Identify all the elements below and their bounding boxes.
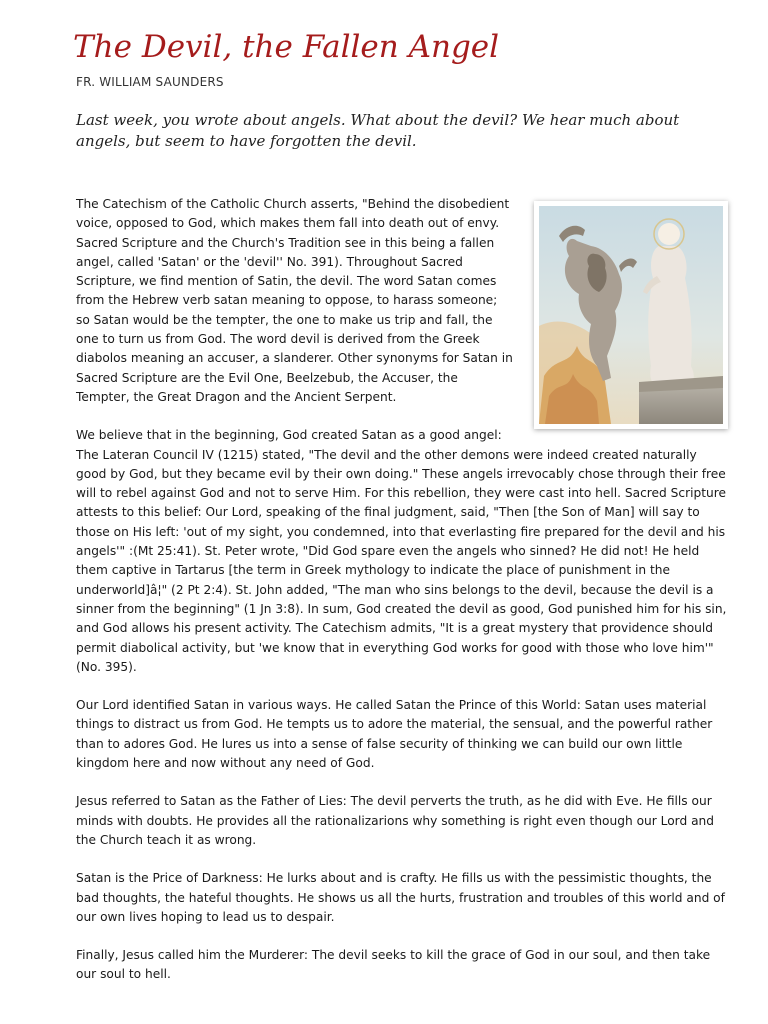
article-title: The Devil, the Fallen Angel (73, 29, 500, 65)
painting-fallen-angel-illustration (539, 206, 723, 424)
article-paragraph: We believe that in the beginning, God created Satan as a good angel: The Lateran Council IV (1215) stated, "The devil and the other demons were indeed created naturally good by God, but they became evil by their own doing." These angels irrevocably chose through their free will to rebel against God and not to serve Him. For this rebellion, they were cast into hell. Sacred Scripture attests to this belief: Our Lord, speaking of the final judgment, said, "Then [the Son of Man] will say to those on His left: 'out of my sight, you condemned, into that everlasting fire prepared for the devil and his angels'" :(Mt 25:41). St. Peter wrote, "Did God spare even the angels who sinned? He did not! He held them captive in Tartarus [the term in Greek mythology to indicate the place of punishment in the underworld]â¦" (2 Pt 2:4). St. John added, "The man who sins belongs to the devil, because the devil is a sinner from the beginning" (1 Jn 3:8). In sum, God created the devil as good, God punished him for his sin, and God allows his present activity. The Catechism admits, "It is a great mystery that providence should permit diabolical activity, but 'we know that in everything God works for good with those who love him'" (No. 395). (76, 428, 727, 674)
reader-question: Last week, you wrote about angels. What about the devil? We hear much about angels, but seem to have forgotten the devil. (76, 111, 680, 150)
article-paragraph: Finally, Jesus called him the Murderer: The devil seeks to kill the grace of God in our soul, and then take our soul to hell. (76, 948, 711, 982)
article-illustration (534, 201, 728, 429)
article-paragraph: Satan is the Price of Darkness: He lurks about and is crafty. He fills us with the pessimistic thoughts, the bad thoughts, the hateful thoughts. He shows us all the hurts, frustration and troubles of this world and of our own lives hoping to lead us to despair. (76, 871, 725, 924)
article-author[interactable]: FR. WILLIAM SAUNDERS (76, 75, 224, 89)
article-body (76, 195, 728, 1004)
article-paragraph: The Catechism of the Catholic Church asserts, "Behind the disobedient voice, opposed to God, which makes them fall into death out of envy. Sacred Scripture and the Church's Tradition see in this being a fallen angel, called 'Satan' or the 'devil'' No. 391). Throughout Sacred Scripture, we find mention of Satin, the devil. The word Satan comes from the Hebrew verb satan meaning to oppose, to harass someone; so Satan would be the tempter, the one to make us trip and fall, the one to turn us from God. The word devil is derived from the Greek diabolos meaning an accuser, a slanderer. Other synonyms for Satan in Sacred Scripture are the Evil One, Beelzebub, the Accuser, the Tempter, the Great Dragon and the Ancient Serpent. (76, 197, 513, 404)
article-paragraph: Jesus referred to Satan as the Father of Lies: The devil perverts the truth, as he did with Eve. He fills our minds with doubts. He provides all the rationalizarions why something is right even though our Lord and the Church teach it as wrong. (76, 794, 715, 847)
article-paragraph: Our Lord identified Satan in various ways. He called Satan the Prince of this World: Satan uses material things to distract us from God. He tempts us to adore the material, the sensual, and the powerful rather than to adores God. He lures us into a sense of false security of thinking we can build our own little kingdom here and now without any need of God. (76, 698, 713, 771)
